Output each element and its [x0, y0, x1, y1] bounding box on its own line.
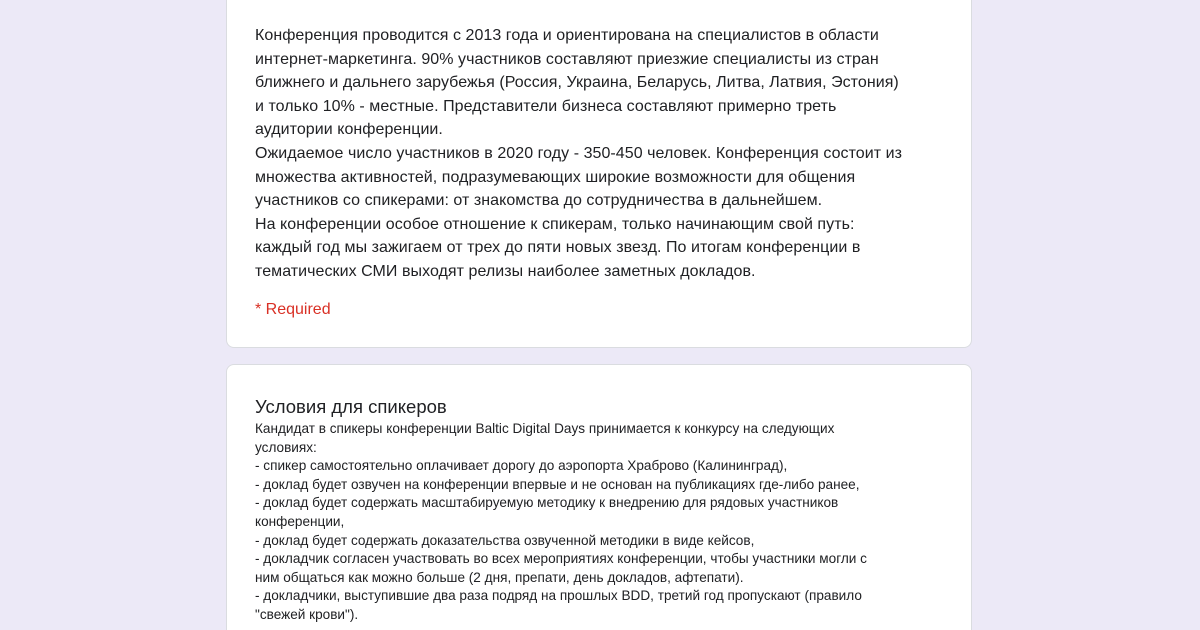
- description-line: тематических СМИ выходят релизы наиболее заметных докладов.: [255, 262, 756, 280]
- description-line: Конференция проводится с 2013 года и ориентирована на специалистов в области: [255, 27, 879, 44]
- section-card: [226, 364, 972, 630]
- section-description-line: "свежей крови").: [255, 606, 359, 622]
- description-line: интернет-маркетинга. 90% участников составляют приезжие специалисты из стран: [255, 50, 879, 68]
- description-line: аудитории конференции.: [255, 121, 443, 139]
- required-note: * Required: [255, 300, 331, 318]
- section-description-line: - докладчики, выступившие два раза подряд на прошлых BDD, третий год пропускают (правило: [255, 588, 862, 604]
- description-line: каждый год мы зажигаем от трех до пяти новых звезд. По итогам конференции в: [255, 239, 861, 257]
- section-description-line: ним общаться как можно больше (2 дня, препати, день докладов, афтепати).: [255, 569, 744, 585]
- section-description-line: - доклад будет содержать масштабируемую методику к внедрению для рядовых участников: [255, 495, 839, 511]
- section-description-line: - доклад будет содержать доказательства озвученной методики в виде кейсов,: [255, 532, 755, 548]
- description-line: Ожидаемое число участников в 2020 году - 350-450 человек. Конференция состоит из: [255, 144, 902, 162]
- section-description-line: Кандидат в спикеры конференции Baltic Digital Days принимается к конкурсу на следующих: [255, 421, 835, 436]
- form-header-card: [226, 0, 972, 348]
- description-line: множества активностей, подразумевающих широкие возможности для общения: [255, 168, 856, 186]
- description-line: и только 10% - местные. Представители бизнеса составляют примерно треть: [255, 97, 837, 115]
- form-description: [255, 24, 943, 284]
- section-description-line: - докладчик согласен участвовать во всех мероприятиях конференции, чтобы участники могли с: [255, 551, 867, 567]
- description-line: На конференции особое отношение к спикерам, только начинающим свой путь:: [255, 215, 855, 233]
- section-title: Условия для спикеров: [255, 396, 447, 417]
- section-description-line: конференции,: [255, 513, 345, 529]
- description-line: участников со спикерами: от знакомства до сотрудничества в дальнейшем.: [255, 192, 823, 210]
- section-description: [255, 420, 943, 625]
- section-description-line: - доклад будет озвучен на конференции впервые и не основан на публикациях где-либо ранее,: [255, 476, 860, 492]
- description-line: ближнего и дальнего зарубежья (Россия, Украина, Беларусь, Литва, Латвия, Эстония): [255, 74, 899, 92]
- section-description-line: условиях:: [255, 439, 317, 455]
- section-description-line: - спикер самостоятельно оплачивает дорогу до аэропорта Храброво (Калининград),: [255, 458, 788, 474]
